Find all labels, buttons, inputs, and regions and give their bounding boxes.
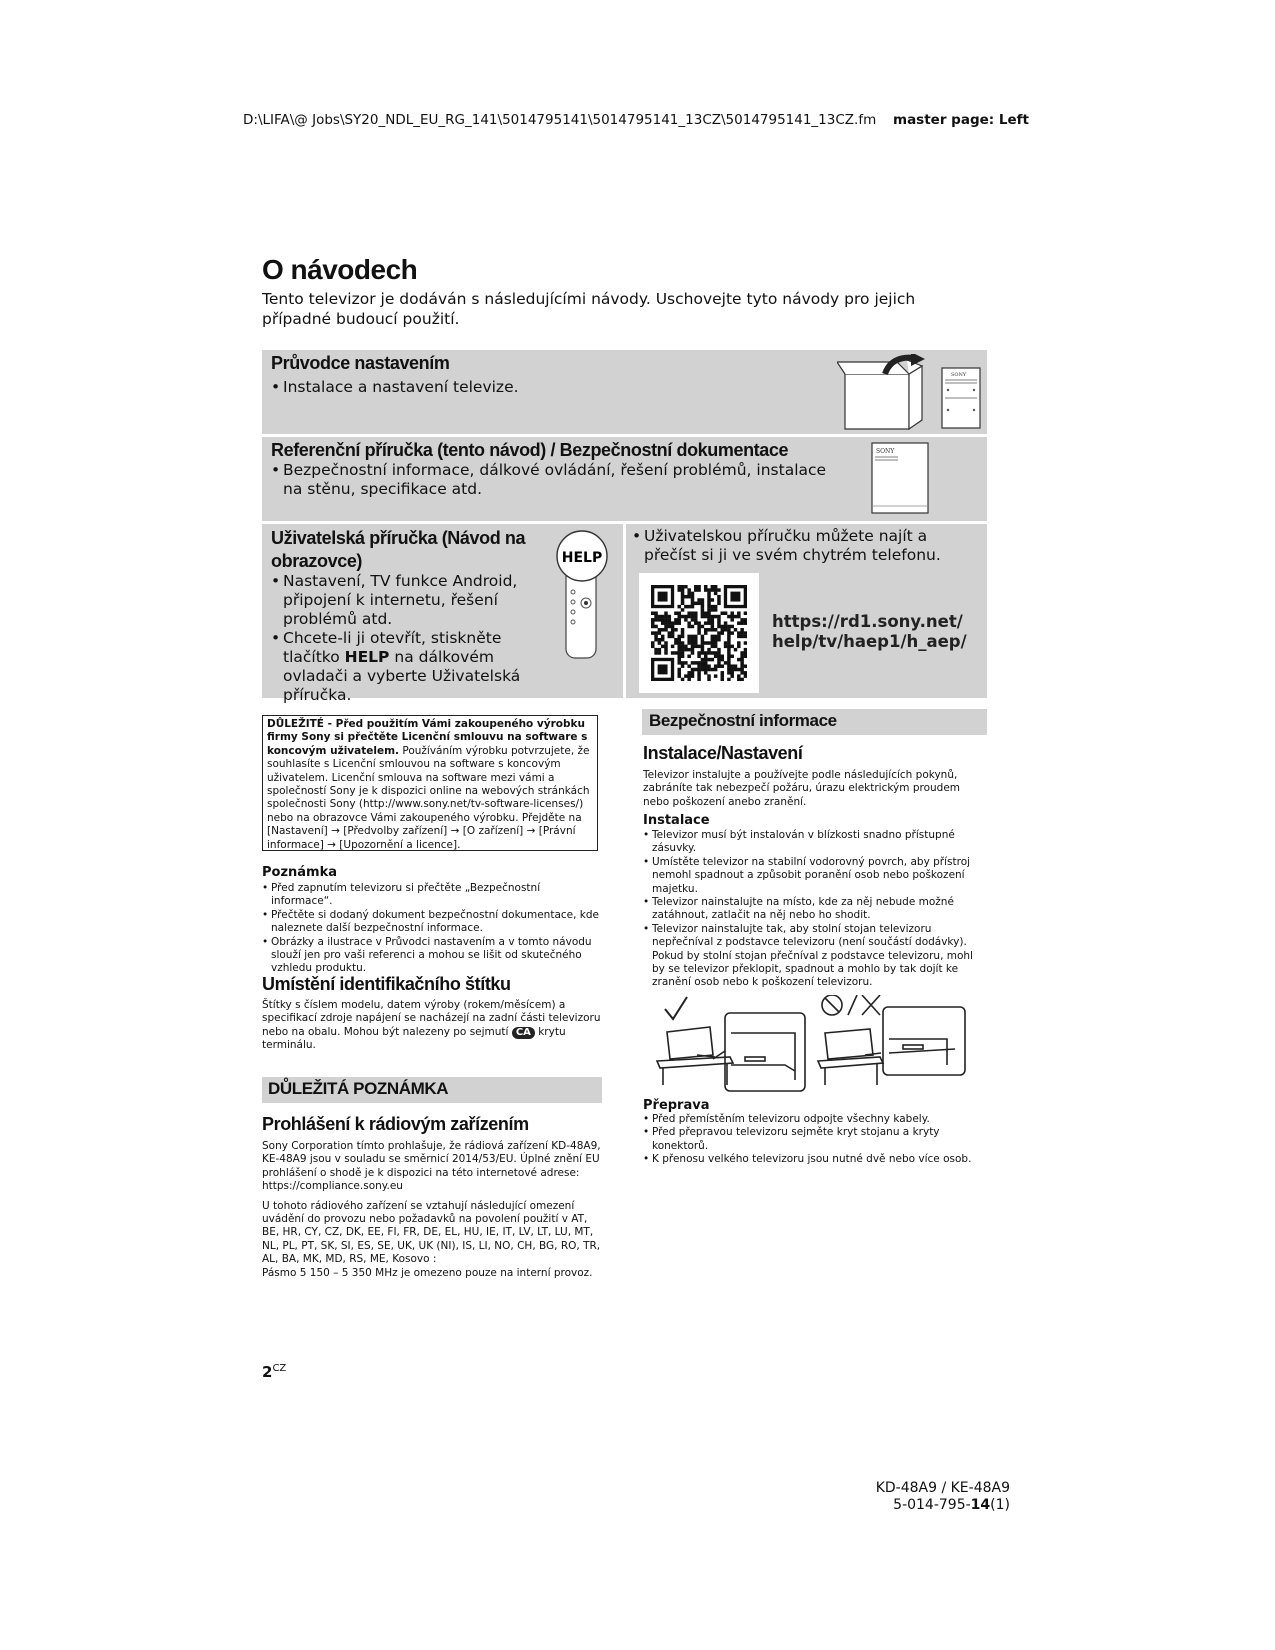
transport-item: • Před přemístěním televizoru odpojte všechny kabely. <box>643 1113 985 1126</box>
remote-help-icon <box>556 530 614 660</box>
radio-declaration-title: Prohlášení k rádiovým zařízením <box>262 1114 529 1134</box>
user-guide-item-1: • Nastavení, TV funkce Android, připojení k internetu, řešení problémů atd. <box>271 572 546 629</box>
radio-declaration-p2: U tohoto rádiového zařízení se vztahují následující omezení uvádění do provozu nebo požadavků na povolení použití v AT, BE, HR, CY, CZ, DK, EE, FI, FR, DE, EL, HU, IE, IT, LV, LT, LU, MT, NL, PL, PT, SK, SI, ES, SE, UK, UK (NI), IS, LI, NO, CH, BG, RO, TR, AL, BA, MK, MD, RS, ME, Kosovo : <box>262 1199 601 1266</box>
installation-item: • Umístěte televizor na stabilní vodorovný povrch, aby přístroj nemohl spadnout a způsobit poranění osob nebo poškození majetku. <box>643 856 985 896</box>
page-title: O návodech <box>262 254 418 285</box>
setup-guide-item: • Instalace a nastavení televize. <box>271 378 771 397</box>
transport-item: • Před přepravou televizoru sejměte kryt stojanu a kryty konektorů. <box>643 1126 985 1153</box>
model-number: KD-48A9 / KE-48A9 <box>875 1480 1010 1496</box>
installation-list <box>643 829 985 990</box>
important-note-banner <box>262 1077 602 1103</box>
radio-declaration-p1: Sony Corporation tímto prohlašuje, že rádiová zařízení KD-48A9, KE-48A9 jsou v souladu se směrnicí 2014/53/EU. Úplné znění EU prohlášení o shodě je k dispozici na této internetové adrese: https://compliance.sony.eu <box>262 1140 601 1193</box>
document-code: 5-014-795-14(1) <box>893 1497 1010 1513</box>
label-section-text: Štítky s číslem modelu, datem výroby (rokem/měsícem) a specifikací zdroje napájení se nacházejí na zadní části televizoru nebo na obalu. Mohou být nalezeny po sejmutí CA krytu terminálu. <box>262 999 601 1052</box>
help-button-label: HELP <box>561 550 603 566</box>
user-guide-title: Uživatelská příručka (Návod na obrazovce) <box>271 528 526 571</box>
installation-setup-title: Instalace/Nastavení <box>643 743 803 763</box>
model-info <box>876 1480 1010 1514</box>
smartphone-text: • Uživatelskou příručku můžete najít a přečíst si ji ve svém chytrém telefonu. <box>632 527 977 565</box>
reference-guide-box <box>262 437 987 521</box>
setup-guide-box <box>262 350 987 434</box>
master-page-label: master page: Left <box>893 112 1029 128</box>
reference-guide-title: Referenční příručka (tento návod) / Bezpečnostní dokumentace <box>271 440 789 460</box>
important-note-banner-text: DŮLEŽITÁ POZNÁMKA <box>268 1079 449 1098</box>
license-notice-text: Používáním výrobku potvrzujete, že souhlasíte s Licenční smlouvou na software s koncovým uživatelem. Licenční smlouva na software mezi vámi a společností Sony je k dispozici online na webových stránkách společnosti Sony (http://www.sony.net/tv-software-licenses/) nebo na obrazovce Vámi zakoupeného výrobku. Přejděte na [Nastavení] → [Předvolby zařízení] → [O zařízení] → [Právní informace] → [Upozornění a licence]. <box>267 744 590 851</box>
note-item: • Přečtěte si dodaný dokument bezpečnostní dokumentace, kde naleznete další bezpečnostní informace. <box>262 909 602 936</box>
safety-banner <box>642 709 987 735</box>
smartphone-guide-box <box>626 524 987 698</box>
intro-text: Tento televizor je dodáván s následujícími návody. Uschovejte tyto návody pro jejich případné budoucí použití. <box>262 290 916 328</box>
sony-logo-booklet: SONY <box>876 448 895 455</box>
reference-booklet-icon <box>870 441 932 517</box>
installation-intro: Televizor instalujte a používejte podle následujících pokynů, zabráníte tak nebezpečí požáru, úrazu elektrickým proudem nebo poškození anebo zranění. <box>643 769 961 808</box>
user-guide-url-link[interactable]: https://rd1.sony.net/ help/tv/haep1/h_aep/ <box>772 612 967 651</box>
label-section-title: Umístění identifikačního štítku <box>262 974 511 994</box>
qr-code-frame <box>639 573 759 693</box>
setup-guide-title: Průvodce nastavením <box>271 353 450 373</box>
file-path: D:\LIFA\@ Jobs\SY20_NDL_EU_RG_141\5014795141\5014795141_13CZ\5014795141_13CZ.fm <box>243 112 877 128</box>
note-item: • Před zapnutím televizoru si přečtěte „Bezpečnostní informace“. <box>262 882 602 909</box>
user-guide-box <box>262 524 623 704</box>
page-number: $2^{CZ}$ <box>262 1363 287 1381</box>
installation-item: • Televizor musí být instalován v blízkosti snadno přístupné zásuvky. <box>643 829 985 856</box>
user-guide-item-2: • Chcete-li ji otevřít, stiskněte tlačítko HELP na dálkovém ovladači a vyberte Uživatelská příručka. <box>271 629 546 705</box>
license-notice-box <box>262 715 598 851</box>
box-and-guide-icon <box>837 354 982 432</box>
radio-declaration-body <box>262 1140 602 1280</box>
note-list <box>262 882 602 976</box>
license-notice-bold: DŮLEŽITÉ - Před použitím Vámi zakoupeného výrobku firmy Sony si přečtěte Licenční smlouvu na software s koncovým uživatelem. <box>267 718 588 757</box>
installation-item: • Televizor nainstalujte tak, aby stolní stojan televizoru nepřečníval z podstavce televizoru (není součástí dodávky). Pokud by stolní stojan přečníval z podstavce televizoru, mohl by se televizor překlopit, spadnout a mohlo by tak dojít ke zranění osob nebo k poškození televizoru. <box>643 923 985 990</box>
radio-declaration-p3: Pásmo 5 150 – 5 350 MHz je omezeno pouze na interní provoz. <box>262 1266 593 1279</box>
transport-list <box>643 1113 985 1167</box>
qr-code-icon[interactable] <box>651 585 747 681</box>
note-item: • Obrázky a ilustrace v Průvodci nastavením a v tomto návodu slouží jen pro vaši referenci a mohou se lišit od skutečného vzhledu produktu. <box>262 936 602 976</box>
reference-guide-item: • Bezpečnostní informace, dálkové ovládání, řešení problémů, instalace na stěnu, specifikace atd. <box>271 461 831 499</box>
note-title: Poznámka <box>262 865 338 880</box>
safety-banner-text: Bezpečnostní informace <box>649 711 837 730</box>
installation-title: Instalace <box>643 813 710 828</box>
installation-item: • Televizor nainstalujte na místo, kde za něj nebude možné zatáhnout, zatlačit na něj nebo ho shodit. <box>643 896 985 923</box>
sony-logo-small: SONY <box>951 372 967 378</box>
transport-item: • K přenosu velkého televizoru jsou nutné dvě nebo více osob. <box>643 1153 985 1166</box>
tv-stand-illustration <box>655 995 975 1095</box>
ca-badge: CA <box>512 1027 535 1039</box>
transport-title: Přeprava <box>643 1098 710 1113</box>
